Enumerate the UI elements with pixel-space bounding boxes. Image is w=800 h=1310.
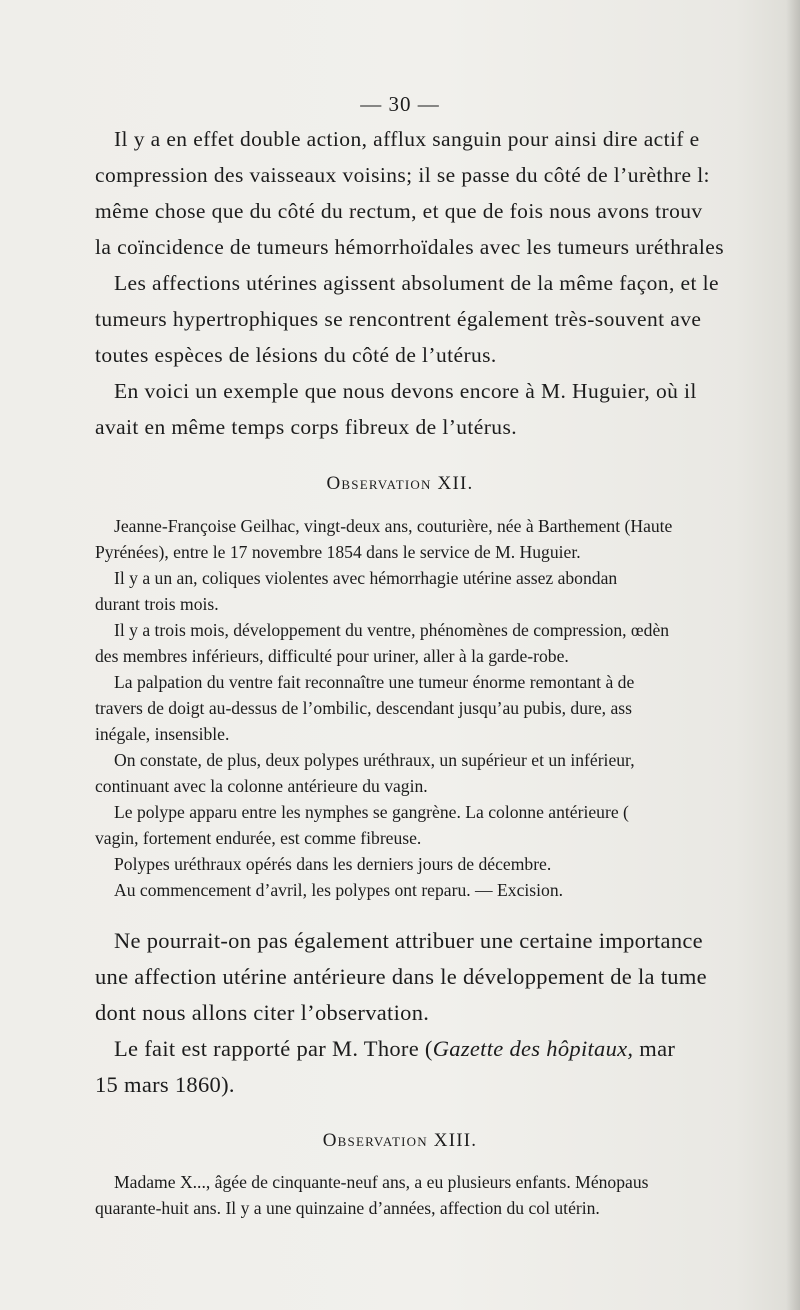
text-line: même chose que du côté du rectum, et que de fois nous avons trouv: [95, 199, 703, 223]
page-edge-shadow: [786, 0, 800, 1310]
text-line: dont nous allons citer l’observation.: [95, 1000, 430, 1025]
text-line: des membres inférieurs, difficulté pour uriner, aller à la garde-robe.: [95, 646, 569, 666]
journal-title: Gazette des hôpitaux,: [432, 1036, 634, 1061]
text-line: Pyrénées), entre le 17 novembre 1854 dans le service de M. Huguier.: [95, 542, 581, 562]
text-line: 15 mars 1860).: [95, 1072, 235, 1097]
text-line: La palpation du ventre fait reconnaître une tumeur énorme remontant à de: [114, 672, 635, 692]
text-line: Il y a trois mois, développement du ventre, phénomènes de compression, œdèn: [114, 620, 670, 640]
text-line: toutes espèces de lésions du côté de l’utérus.: [95, 343, 497, 367]
text-line: Polypes uréthraux opérés dans les derniers jours de décembre.: [114, 854, 552, 874]
text-line: une affection utérine antérieure dans le développement de la tume: [95, 964, 707, 989]
text-line: quarante-huit ans. Il y a une quinzaine d’années, affection du col utérin.: [95, 1198, 600, 1218]
text-line: En voici un exemple que nous devons encore à M. Huguier, où il: [114, 379, 697, 403]
text-line: tumeurs hypertrophiques se rencontrent également très-souvent ave: [95, 307, 702, 331]
text-line: Au commencement d’avril, les polypes ont reparu. — Excision.: [114, 880, 564, 900]
text-line-citation: [114, 1036, 675, 1062]
text-line: Le polype apparu entre les nymphes se gangrène. La colonne antérieure (: [114, 802, 629, 822]
page-number: — 30 —: [360, 92, 440, 116]
text-line: continuant avec la colonne antérieure du vagin.: [95, 776, 428, 796]
text-line: Jeanne-Françoise Geilhac, vingt-deux ans, couturière, née à Barthement (Haute: [114, 516, 673, 536]
text-line: travers de doigt au-dessus de l’ombilic, descendant jusqu’au pubis, dure, ass: [95, 698, 632, 718]
citation-prefix: Le fait est rapporté par M. Thore (: [114, 1036, 433, 1061]
text-line: Il y a en effet double action, afflux sanguin pour ainsi dire actif e: [114, 127, 700, 151]
text-line: Il y a un an, coliques violentes avec hémorrhagie utérine assez abondan: [114, 568, 618, 588]
observation-12-title: Observation XII.: [326, 473, 474, 494]
text-line: vagin, fortement endurée, est comme fibreuse.: [95, 828, 422, 848]
text-line: Les affections utérines agissent absolument de la même façon, et le: [114, 271, 719, 295]
text-line: compression des vaisseaux voisins; il se passe du côté de l’urèthre l:: [95, 163, 710, 187]
citation-suffix: mar: [633, 1036, 676, 1061]
observation-13-title: Observation XIII.: [322, 1130, 478, 1151]
text-line: durant trois mois.: [95, 594, 219, 614]
text-line: Ne pourrait-on pas également attribuer une certaine importance: [114, 928, 703, 953]
text-line: avait en même temps corps fibreux de l’utérus.: [95, 415, 517, 439]
text-line: la coïncidence de tumeurs hémorrhoïdales avec les tumeurs uréthrales: [95, 235, 724, 259]
text-line: On constate, de plus, deux polypes uréthraux, un supérieur et un inférieur,: [114, 750, 635, 770]
text-line: inégale, insensible.: [95, 724, 230, 744]
text-line: Madame X..., âgée de cinquante-neuf ans, a eu plusieurs enfants. Ménopaus: [114, 1172, 649, 1192]
